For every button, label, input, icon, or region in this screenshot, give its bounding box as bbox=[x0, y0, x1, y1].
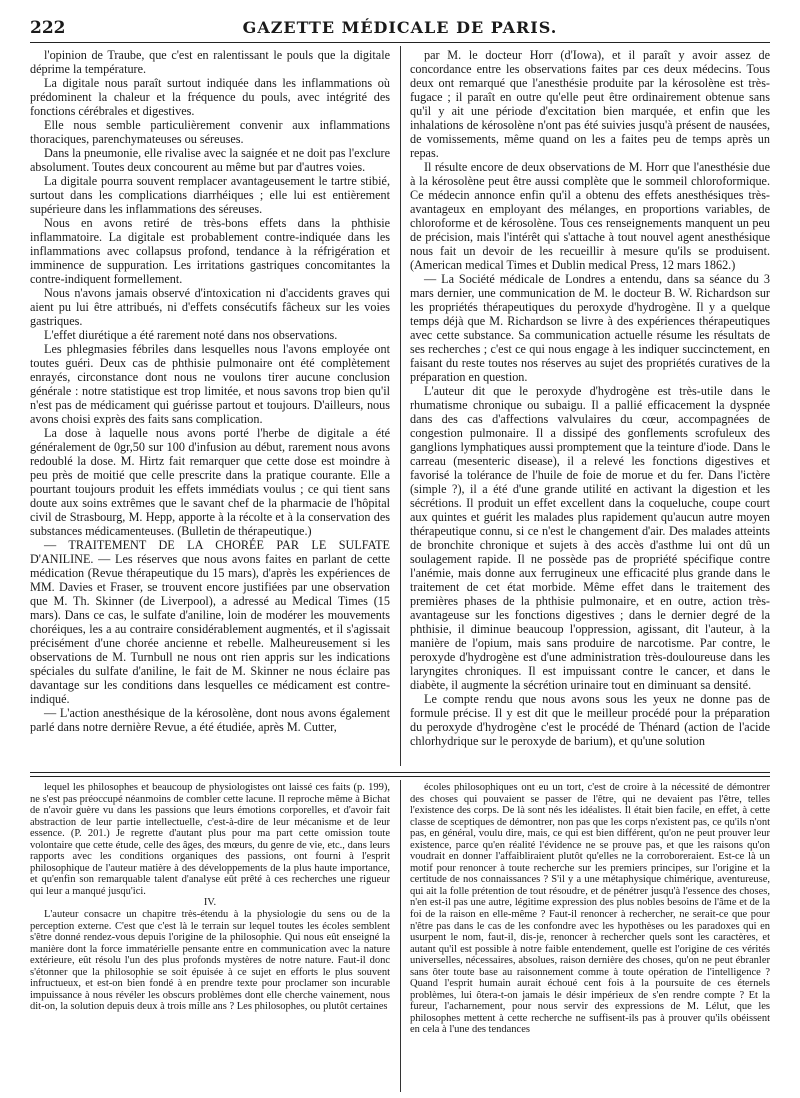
paragraph: par M. le docteur Horr (d'Iowa), et il paraît y avoir assez de concordance entre les observations faites par ces deux médecins. Tous deux ont remarqué que l'anesthésie produite par la kérosolène est très-fugace ; il paraît en outre qu'elle peut être ordinairement obtenue sans qu'il y ait une période d'excitation bien marquée, et enfin que les inhalations de kérosolène n'ont pas été suivies jusqu'à présent de nausées, de vomissements, même quand on les a faites peu de temps après un repas. bbox=[410, 48, 770, 160]
column-divider-lower bbox=[400, 780, 401, 1092]
paragraph: — La Société médicale de Londres a entendu, dans sa séance du 3 mars dernier, une communication de M. le docteur B. W. Richardson sur les propriétés thérapeutiques du peroxyde d'hydrogène. Il y a quelque temps déjà que M. Richardson se livre à des expériences thérapeutiques avec cette substance. Sa communication actuelle résume les résultats de ses recherches ; c'est ce qui nous engage à les indiquer succinctement, en faisant du reste toutes nos réserves au sujet des propriétés curatives de la préparation en question. bbox=[410, 272, 770, 384]
column-divider-upper bbox=[400, 46, 401, 766]
feuilleton-rule-1 bbox=[30, 772, 770, 773]
paragraph: Nous en avons retiré de très-bons effets dans la phthisie inflammatoire. La digitale est probablement contre-indiquée dans les inflammations avec collapsus profond, tendance à la réfrigération et imminence de suppuration. Les irritations gastriques concomitantes la contre-indiquent formellement. bbox=[30, 216, 390, 286]
section-number: IV. bbox=[203, 897, 217, 909]
paragraph: L'effet diurétique a été rarement noté dans nos observations. bbox=[44, 328, 338, 342]
upper-left-column bbox=[30, 48, 390, 766]
paragraph: lequel les philosophes et beaucoup de physiologistes ont laissé ces faits (p. 199), ne s'est pas préoccupé néanmoins de combler cette lacune. Il reproche même à Bichat de n'avoir guère vu dans les passions que leurs émotions corporelles, et d'avoir fait abstraction de leur partie intellectuelle, c'est-à-dire de leur mécanisme et de leur essence. (P. 201.) Je regrette d'autant plus pour ma part cette omission toute volontaire que cette étude, celle des âges, des mœurs, du genre de vie, etc., dans leurs rapports avec les conditions organiques des passions, ont fourni à l'esprit philosophique de l'auteur matière à des développements de la plus haute importance, et qu'enfin son remarquable talent d'analyse eût prêté à ces recherches une rigueur qui leur a manqué jusqu'ici. bbox=[30, 782, 390, 897]
paragraph: Dans la pneumonie, elle rivalise avec la saignée et ne doit pas l'exclure absolument. Toutes deux concourent au même but par d'autres voies. bbox=[30, 146, 390, 174]
paragraph: — TRAITEMENT DE LA CHORÉE PAR LE SULFATE D'ANILINE. — Les réserves que nous avons faites en parlant de cette médication (Revue thérapeutique du 15 mars), d'après les expériences de MM. Davies et Fraser, se trouvent encore justifiées par une observation que M. Th. Skinner (de Liverpool), a adressé au Medical Times (15 mars). Dans ce cas, le sulfate d'aniline, loin de modérer les mouvements choréiques, les a au contraire considérablement augmentés, et il s'agissait précisément d'une chorée ancienne et rebelle. Malheureusement si les observations de M. Turnbull ne nous ont rien appris sur les indications spéciales du sulfate d'aniline, le fait de M. Skinner ne nous éclaire pas davantage sur les conditions dans lesquelles ce médicament est contre-indiqué. bbox=[30, 538, 390, 706]
journal-title: GAZETTE MÉDICALE DE PARIS. bbox=[242, 18, 558, 37]
feuilleton-left-column bbox=[30, 782, 390, 1092]
paragraph: Elle nous semble particulièrement convenir aux inflammations thoraciques, parenchymateuses ou séreuses. bbox=[30, 118, 390, 146]
paragraph: — L'action anesthésique de la kérosolène, dont nous avons également parlé dans notre dernière Revue, a été étudiée, après M. Cutter, bbox=[30, 706, 390, 734]
paragraph: Nous n'avons jamais observé d'intoxication ni d'accidents graves qui aient pu lui être attribués, ni d'effets consécutifs fâcheux sur les voies gastriques. bbox=[30, 286, 390, 328]
page-header bbox=[30, 18, 770, 42]
paragraph: Le compte rendu que nous avons sous les yeux ne donne pas de formule précise. Il y est dit que le meilleur procédé pour la préparation du peroxyde d'hydrogène c'est le procédé de Thénard (action de l'acide chlorhydrique sur le peroxyde de barium), et qu'une solution bbox=[410, 692, 770, 748]
paragraph: L'auteur dit que le peroxyde d'hydrogène est très-utile dans le rhumatisme chronique ou subaigu. Il a pallié efficacement la dyspnée dans des cas d'affections valvulaires du cœur, accompagnées de congestion pulmonaire. Il a dissipé des gonflements scrofuleux des ganglions lymphatiques aussi promptement que la teinture d'iode. Dans le carreau (mesenteric disease), il a relevé les fonctions digestives et favorisé la tolérance de l'huile de foie de morue et du fer. Dans l'ictère (simple ?), il a été d'une grande utilité en activant la digestion et les sécrétions. Il produit un effet excellent dans la coqueluche, coupe court aux quintes et guérit les malades plus rapidement qu'aucun autre moyen thérapeutique connu, si ce n'est le changement d'air. Des malades atteints de bronchite chronique et sujets à des accès d'asthme lui ont dû un soulagement rapide. Il ne possède pas de propriété spécifique contre l'anémie, mais donne aux ferrugineux une efficacité plus grande dans le traitement de cet état morbide. Même effet dans le traitement des premières phases de la phthisie pulmonaire, et en outre, action très-avantageuse sur les fonctions digestives ; dans le dernier degré de la phthisie, il diminue beaucoup l'oppression, agissant, dit l'auteur, à la manière de l'opium, mais sans produire de narcotisme. Par contre, le peroxyde d'hydrogène est d'une administration très-douloureuse dans les laryngites chroniques. Il est impuissant contre le cancer, et dans le diabète, il augmente la sécrétion urinaire tout en diminuant sa densité. bbox=[410, 384, 770, 692]
paragraph: Les phlegmasies fébriles dans lesquelles nous l'avons employée ont toutes guéri. Deux cas de phthisie pulmonaire ont été complètement enrayés, circonstance dont nous ne voulons tirer aucune conclusion générale : notre statistique est trop limitée, et nous savons trop bien qu'il n'est pas de médicament qui guérisse partout et toujours. D'ailleurs, nous avons choisi exprès des faits sans complication. bbox=[30, 342, 390, 426]
header-rule bbox=[30, 42, 770, 43]
feuilleton-right-column bbox=[410, 782, 770, 1092]
paragraph: Il résulte encore de deux observations de M. Horr que l'anesthésie due à la kérosolène peut être aussi complète que le sommeil chloroformique. Ce médecin annonce enfin qu'il a obtenu des effets anesthésiques très-avantageux en employant des mélanges, en proportions variables, de chloroforme et de kérosolène. Tous ces renseignements manquent un peu de précision, mais l'intérêt qui s'attache à tout nouvel agent anesthésique nous fait un devoir de les recueillir à mesure qu'ils se produisent. (American medical Times et Dublin medical Press, 12 mars 1862.) bbox=[410, 160, 770, 272]
paragraph: l'opinion de Traube, que c'est en ralentissant le pouls que la digitale déprime la température. bbox=[30, 48, 390, 76]
paragraph: La dose à laquelle nous avons porté l'herbe de digitale a été généralement de 0gr,50 sur 100 d'infusion au début, rarement nous avons redoublé la dose. M. Hirtz fait remarquer que cette dose est moindre à peu près de moitié que celle prescrite dans la pratique courante. Elle a pourtant toujours produit les effets immédiats voulus ; ce qui tient sans doute aux soins extrêmes que le savant chef de la pharmacie de l'hôpital civil de Strasbourg, M. Hepp, apporte à la récolte et à la conservation des substances médicamenteuses. (Bulletin de thérapeutique.) bbox=[30, 426, 390, 538]
paragraph: L'auteur consacre un chapitre très-étendu à la physiologie du sens ou de la perception externe. C'est que c'est là le terrain sur lequel toutes les écoles semblent s'être donné rendez-vous depuis l'origine de la philosophie. Qui nous eût enseigné la manière dont la force immatérielle pensante entre en communication avec la nature extérieure, eût résolu l'un des plus profonds mystères de notre nature. Faut-il donc s'étonner que la philosophie se soit épuisée à ce sujet en efforts le plus souvent infructueux, et est-on bien fondé à en prendre texte pour proclamer son incurable impuissance à nous révéler les obscurs problèmes dont elle cherche vainement, nous dit-on, la solution depuis deux à trois mille ans ? Les philosophes, ou plutôt certaines bbox=[30, 909, 390, 1013]
paragraph: écoles philosophiques ont eu un tort, c'est de croire à la nécessité de démontrer des choses qui pouvaient se passer de l'être, qui ne devaient pas l'être, telles l'existence des corps. De là sont nés les idéalistes. Il était bien facile, en effet, à cette classe de sceptiques de démontrer, non pas que les corps n'existent pas, ce qu'ils n'ont pas, en général, voulu dire, mais, ce qui est bien différent, qu'on ne peut prouver leur existence, parce qu'en réalité l'évidence ne se prouve pas, et que les raisons qu'on voudrait en donner l'affaibliraient plutôt qu'elles ne la corroboreraient. Est-ce là un motif pour renoncer à toute recherche sur les premiers principes, sur l'origine et la certitude de nos connaissances ? S'il y a une métaphysique chimérique, aventureuse, qui ait la folle prétention de tout résoudre, et de pénétrer jusqu'à l'essence des choses, n'en est-il pas une autre, légitime expression des plus nobles besoins de l'âme et de la foi de la raison en elle-même ? Faut-il renoncer à rechercher, ne serait-ce que pour n'être pas dans le cas de les confondre avec les hypothèses ou les paradoxes qui en usurpent le nom, faut-il, dis-je, renoncer à rechercher quels sont les caractères, et autant qu'il est possible à notre faible entendement, quelle est l'origine de ces vérités universelles, nécessaires, absolues, raison dernière des choses, qu'on ne peut ébranler sans ôter toute base au raisonnement comme à toute opération de l'intelligence ? Quand l'esprit humain aurait échoué cent fois à la poursuite de ces éternels problèmes, lui ôtera-t-on jamais le désir impérieux de s'en rendre compte ? Et la fureur, l'acharnement, pour nous servir des expressions de M. Lélut, que les philosophes mettent à cette recherche ne suffisent-ils pas à prouver qu'ils obéissent en cela à l'une des tendances bbox=[410, 782, 770, 1036]
upper-right-column bbox=[410, 48, 770, 766]
paragraph: La digitale pourra souvent remplacer avantageusement le tartre stibié, surtout dans les complications diarrhéiques ; elle lui est entièrement supérieure dans les inflammations des séreuses. bbox=[30, 174, 390, 216]
paragraph: La digitale nous paraît surtout indiquée dans les inflammations où prédominent la chaleur et la fréquence du pouls, avec intégrité des fonctions cérébrales et digestives. bbox=[30, 76, 390, 118]
feuilleton-rule-2 bbox=[30, 776, 770, 777]
page-number: 222 bbox=[30, 18, 66, 38]
